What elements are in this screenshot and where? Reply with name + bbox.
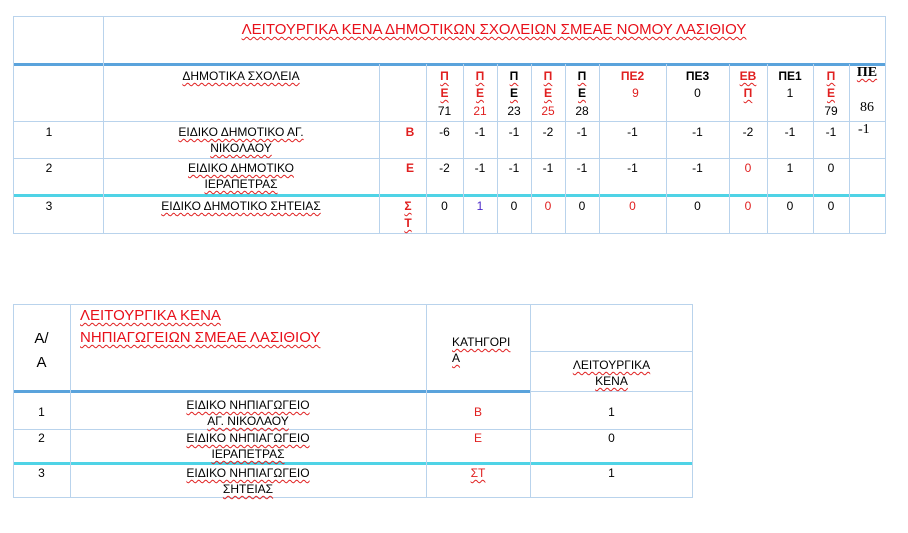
school-name: ΕΙΔΙΚΟ ΔΗΜΟΤΙΚΟ ΑΓ. [178,125,304,139]
school-category: Β [405,125,415,139]
cell-text: -1 [692,125,703,139]
cell-text: -2 [742,125,754,139]
cell-text: -1 [627,161,638,175]
table-border [849,64,850,234]
cell-text: ΝΙΚΟΛΑΟΥ [210,141,272,155]
cell-text: Ε [509,86,518,100]
vacancy-value: 1 [608,466,615,480]
row-number: 1 [45,125,53,139]
school-category: Ε [405,161,414,175]
cell-text: Π [440,69,449,83]
vacancy-value: 1 [608,405,615,419]
cell-text: 21 [473,104,487,118]
cell-text: -1 [542,161,554,175]
cell-text: 0 [827,199,835,213]
primary-schools-header: ΔΗΜΟΤΙΚΑ ΣΧΟΛΕΙΑ [182,69,300,83]
cell-text: ΝΗΠΙΑΓΩΓΕΙΩΝ ΣΜΕΑΕ ΛΑΣΙΘΙΟΥ [80,329,321,346]
school-category: Σ [404,199,412,213]
cell-text: Π [543,69,553,83]
cell-text: -1 [508,161,520,175]
table-border [13,233,886,234]
primary-table-title: ΛΕΙΤΟΥΡΓΙΚΑ ΚΕΝΑ ΔΗΜΟΤΙΚΩΝ ΣΧΟΛΕΙΩΝ ΣΜΕΑΕ ΝΟΜΟΥ ΛΑΣΙΘΙΟΥ [241,21,747,38]
cell-text: 0 [578,199,586,213]
cell-text: 0 [629,199,636,213]
cell-text: 0 [694,86,701,100]
cell-text: Ε [440,86,449,100]
cell-text: ΠΕ1 [778,69,802,83]
cell-text: -6 [439,125,450,139]
cell-text: Π [826,69,836,83]
cell-text: Ε [826,86,835,100]
cell-text: ΙΕΡΑΠΕΤΡΑΣ [204,177,278,191]
cell-text: Ε [577,86,586,100]
kindergarten-name: ΕΙΔΙΚΟ ΝΗΠΙΑΓΩΓΕΙΟ [186,431,310,445]
cell-text: 1 [786,86,794,100]
kindergarten-category: Ε [473,431,482,445]
cell-text: ΙΕΡΑΠΕΤΡΑΣ [211,447,285,461]
cell-text: Τ [404,216,412,230]
table-border [13,497,693,498]
vacancies-header: ΛΕΙΤΟΥΡΓΙΚΑ [572,358,651,372]
table-border [13,390,530,393]
cell-text: 25 [541,104,555,118]
cell-text: 0 [786,199,794,213]
table-border [13,16,886,17]
kindergarten-category: Β [473,405,482,419]
kindergarten-category: ΣΤ [470,466,486,480]
table-border [530,351,693,352]
cell-text: -1 [576,125,588,139]
cell-text: 0 [510,199,518,213]
cell-text: ΠΕ [856,65,878,80]
vacancy-value: 0 [608,431,615,445]
cell-text: -1 [627,125,638,139]
cell-text: ΠΕ2 [620,69,645,83]
cell-text: ΚΕΝΑ [595,374,628,388]
cell-text: 0 [744,161,752,175]
category-header: ΚΑΤΗΓΟΡΙ [452,335,511,349]
table-border [13,121,886,122]
cell-text: 1 [476,199,484,213]
cell-text: Ε [475,86,484,100]
kindergarten-name: ΕΙΔΙΚΟ ΝΗΠΙΑΓΩΓΕΙΟ [186,398,310,412]
cell-text: ΣΗΤΕΙΑΣ [222,482,274,496]
kindergarten-name: ΕΙΔΙΚΟ ΝΗΠΙΑΓΩΓΕΙΟ [186,466,310,480]
cell-text: ΠΕ3 [685,69,710,83]
cell-text: 0 [694,199,701,213]
row-number: 2 [38,431,45,445]
cell-text: Α [36,354,47,371]
cell-text: ΑΓ. ΝΙΚΟΛΑΟΥ [207,414,289,428]
cell-text: ΕΒ [739,69,757,83]
cell-text: 71 [437,104,452,118]
table-border [13,194,886,197]
table-border [13,63,886,66]
cell-text: 86 [860,100,874,115]
row-number: 3 [38,466,45,480]
table-border [885,16,886,234]
cell-text: 23 [507,104,521,118]
cell-text: Α [452,351,461,365]
row-number: 2 [45,161,53,175]
cell-text: 1 [786,161,794,175]
row-number: 1 [38,405,45,419]
cell-text: 0 [827,161,835,175]
cell-text: -1 [692,161,703,175]
cell-text: Π [577,69,587,83]
table-border [13,304,693,305]
table-border [13,158,886,159]
cell-text: Ε [543,86,552,100]
cell-text: -1 [474,161,486,175]
kindergarten-table-title: ΛΕΙΤΟΥΡΓΙΚΑ ΚΕΝΑ [80,307,221,324]
aa-header: Α/ [34,330,49,347]
cell-text: -1 [825,125,837,139]
cell-text: 0 [441,199,448,213]
cell-text: -1 [784,125,796,139]
cell-text: -1 [508,125,520,139]
cell-text: 0 [744,199,752,213]
cell-text: 79 [824,104,838,118]
cell-text: Π [743,86,753,100]
cell-text: -1 [858,122,870,137]
school-name: ΕΙΔΙΚΟ ΔΗΜΟΤΙΚΟ ΣΗΤΕΙΑΣ [161,199,321,213]
cell-text: Π [509,69,519,83]
cell-text: -1 [576,161,588,175]
cell-text: -1 [474,125,486,139]
row-number: 3 [45,199,53,213]
cell-text: 9 [632,86,639,100]
cell-text: 0 [544,199,552,213]
cell-text: 28 [575,104,589,118]
cell-text: Π [475,69,485,83]
cell-text: -2 [542,125,554,139]
table-border [530,391,693,392]
school-name: ΕΙΔΙΚΟ ΔΗΜΟΤΙΚΟ [188,161,294,175]
cell-text: -2 [439,161,450,175]
